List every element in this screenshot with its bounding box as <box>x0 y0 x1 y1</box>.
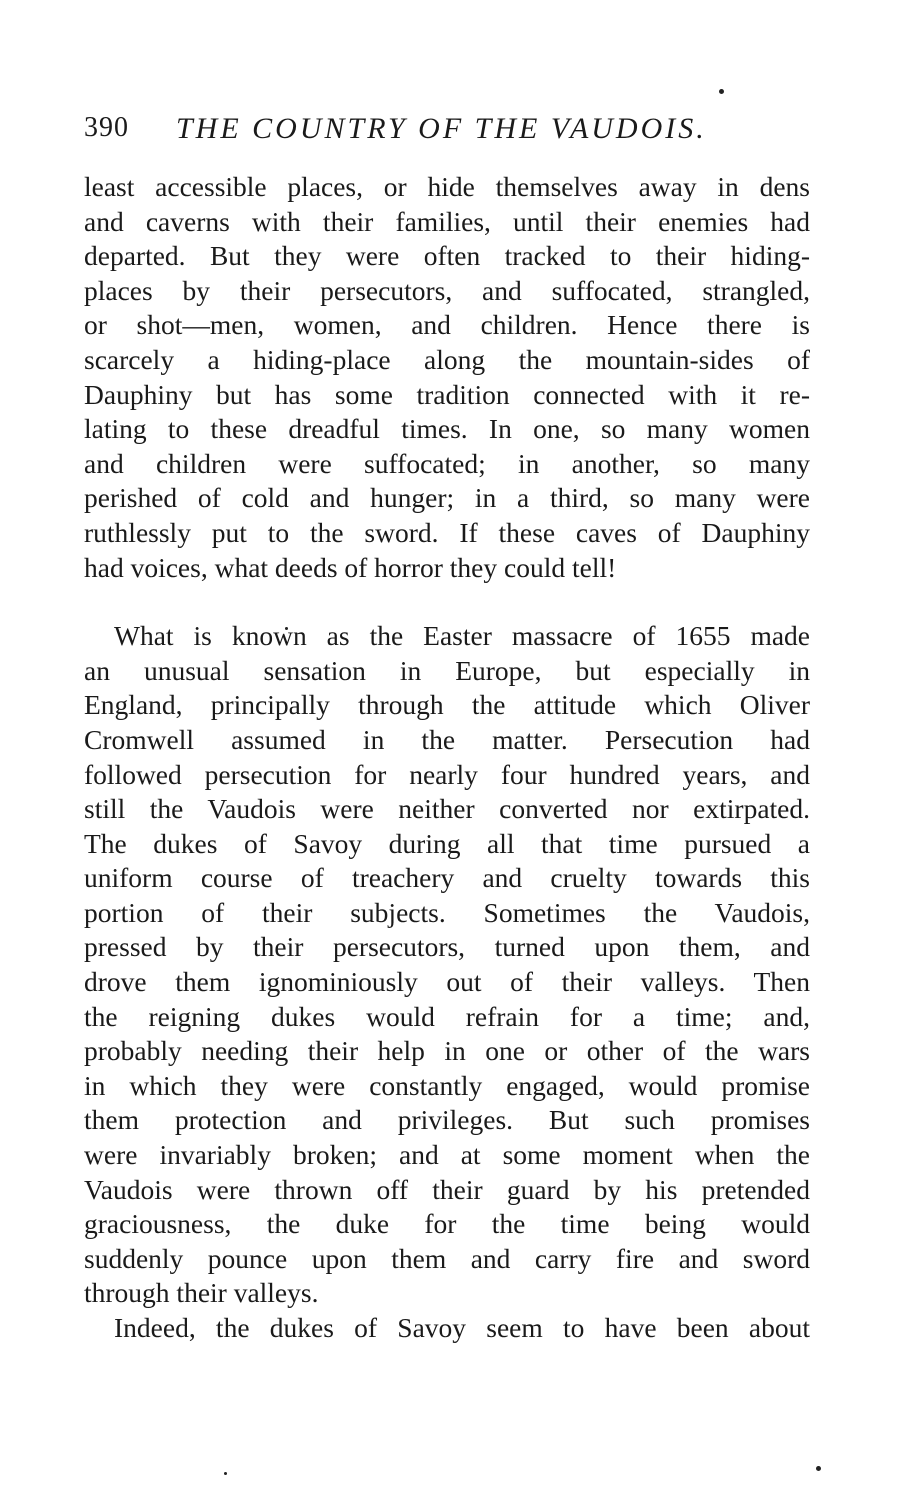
text-line: graciousness, the duke for the time being would <box>84 1208 810 1240</box>
text-line: What is known as the Easter massacre of 1655 made <box>114 620 810 652</box>
running-head: THE COUNTRY OF THE VAUDOIS. <box>176 112 707 145</box>
section-break <box>84 585 810 619</box>
text-line: uniform course of treachery and cruelty towards this <box>84 862 810 894</box>
text-line: still the Vaudois were neither converted nor extirpated. <box>84 793 810 825</box>
text-line: pressed by their persecutors, turned upon them, and <box>84 931 810 963</box>
print-speck <box>816 1466 821 1471</box>
text-line: Indeed, the dukes of Savoy seem to have been about <box>114 1312 810 1343</box>
text-line: departed. But they were often tracked to their hiding- <box>84 240 810 272</box>
text-line: Dauphiny but has some tradition connected with it re- <box>84 378 810 410</box>
text-line: them protection and privileges. But such promises <box>84 1104 810 1136</box>
text-line: and children were suffocated; in another, so many <box>84 447 810 479</box>
text-line: scarcely a hiding-place along the mountain-sides of <box>84 343 810 375</box>
text-line: an unusual sensation in Europe, but especially in <box>84 654 810 686</box>
print-speck <box>224 1472 227 1475</box>
text-line: Cromwell assumed in the matter. Persecution had <box>84 723 810 755</box>
text-line: through their valleys. <box>84 1277 319 1309</box>
text-line: lating to these dreadful times. In one, so many women <box>84 413 810 445</box>
text-line: suddenly pounce upon them and carry fire and sword <box>84 1242 810 1274</box>
text-line: portion of their subjects. Sometimes the Vaudois, <box>84 896 810 928</box>
text-line: least accessible places, or hide themselves away in dens <box>84 171 810 202</box>
text-line: and caverns with their families, until their enemies had <box>84 205 810 237</box>
page-header <box>84 112 810 156</box>
text-line: in which they were constantly engaged, would promise <box>84 1069 810 1101</box>
paragraph-continued <box>84 170 810 585</box>
text-line: probably needing their help in one or other of the wars <box>84 1035 810 1067</box>
text-line: perished of cold and hunger; in a third, so many were <box>84 482 810 514</box>
text-line: or shot—men, women, and children. Hence there is <box>84 309 810 341</box>
body-text <box>84 170 810 1346</box>
page-number: 390 <box>84 112 129 143</box>
text-line: were invariably broken; and at some moment when the <box>84 1139 810 1171</box>
text-line: followed persecution for nearly four hundred years, and <box>84 758 810 790</box>
text-line: had voices, what deeds of horror they could tell! <box>84 551 617 583</box>
text-line: drove them ignominiously out of their valleys. Then <box>84 966 810 998</box>
text-line: Vaudois were thrown off their guard by his pretended <box>84 1173 810 1205</box>
text-line: England, principally through the attitude which Oliver <box>84 689 810 721</box>
paragraph-easter-massacre <box>84 619 810 1311</box>
text-line: the reigning dukes would refrain for a time; and, <box>84 1000 810 1032</box>
print-speck <box>719 89 724 94</box>
text-line: ruthlessly put to the sword. If these caves of Dauphiny <box>84 516 810 548</box>
text-line: places by their persecutors, and suffocated, strangled, <box>84 274 810 306</box>
paragraph-dukes-of-savoy <box>84 1311 810 1346</box>
text-line: The dukes of Savoy during all that time pursued a <box>84 827 810 859</box>
